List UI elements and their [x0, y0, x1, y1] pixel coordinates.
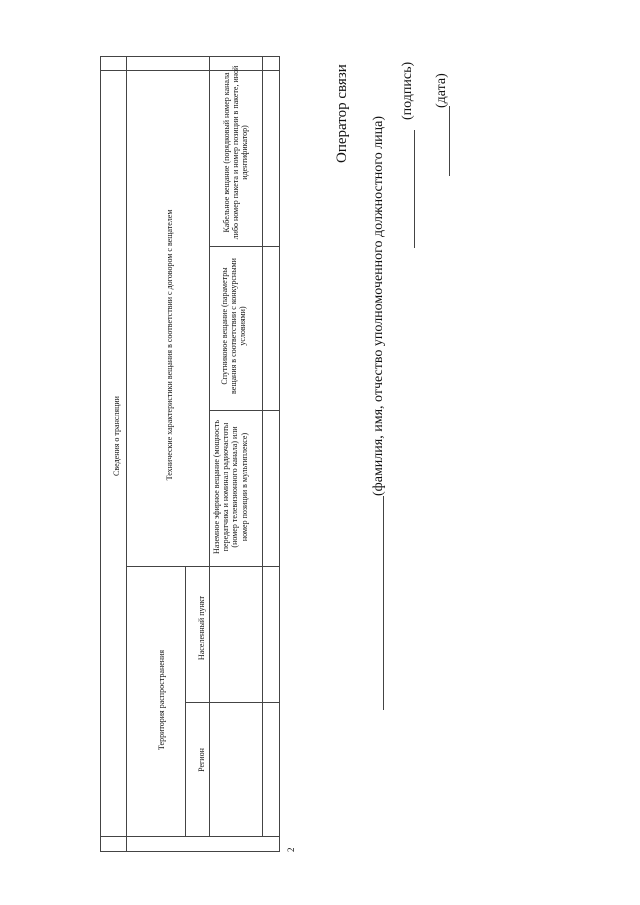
section-header: Сведения о трансляции — [112, 396, 121, 476]
name-signature-line — [383, 496, 384, 710]
table-border-right — [279, 56, 280, 852]
table-border-top — [100, 56, 280, 57]
date-line — [449, 106, 450, 176]
band-line-pagenum — [100, 836, 280, 837]
signature-line — [414, 130, 415, 248]
band-line-territory — [185, 566, 186, 836]
col-sep-terrestrial — [209, 410, 279, 411]
table-border-left — [100, 56, 101, 852]
col-sep-territory — [126, 566, 279, 567]
band-line-tech — [126, 56, 127, 576]
column-region: Регион — [197, 748, 206, 772]
column-terrestrial: Наземное эфирное вещание (мощность передатчика и номинал радиочастоты (номер телевизионного канала) или номер позиции в мультиплексе) — [212, 420, 249, 554]
name-caption: (фамилия, имя, отчество уполномоченного должностного лица) — [371, 115, 386, 496]
territory-header: Территория распространения — [157, 649, 166, 751]
column-satellite: Спутниковое вещание (параметры вещания в соответствии с конкурсными условиями) — [220, 258, 248, 394]
page-number: 2 — [286, 847, 296, 852]
column-cable: Кабельное вещание (порядковый номер канала либо номер пакета и номер позиции в пакете, иной идентификатор) — [222, 65, 250, 240]
tech-characteristics-header: Технические характеристики вещания в соответствии с договором с вещателем — [165, 209, 174, 481]
column-settlement: Населенный пункт — [197, 595, 206, 661]
band-line-subheader — [209, 56, 210, 836]
table-border-bottom — [100, 851, 280, 852]
signature-caption: (подпись) — [400, 61, 415, 120]
date-caption: (дата) — [434, 73, 449, 108]
col-sep-satellite — [209, 246, 279, 247]
operator-label: Оператор связи — [334, 64, 350, 163]
col-sep-region — [185, 702, 279, 703]
